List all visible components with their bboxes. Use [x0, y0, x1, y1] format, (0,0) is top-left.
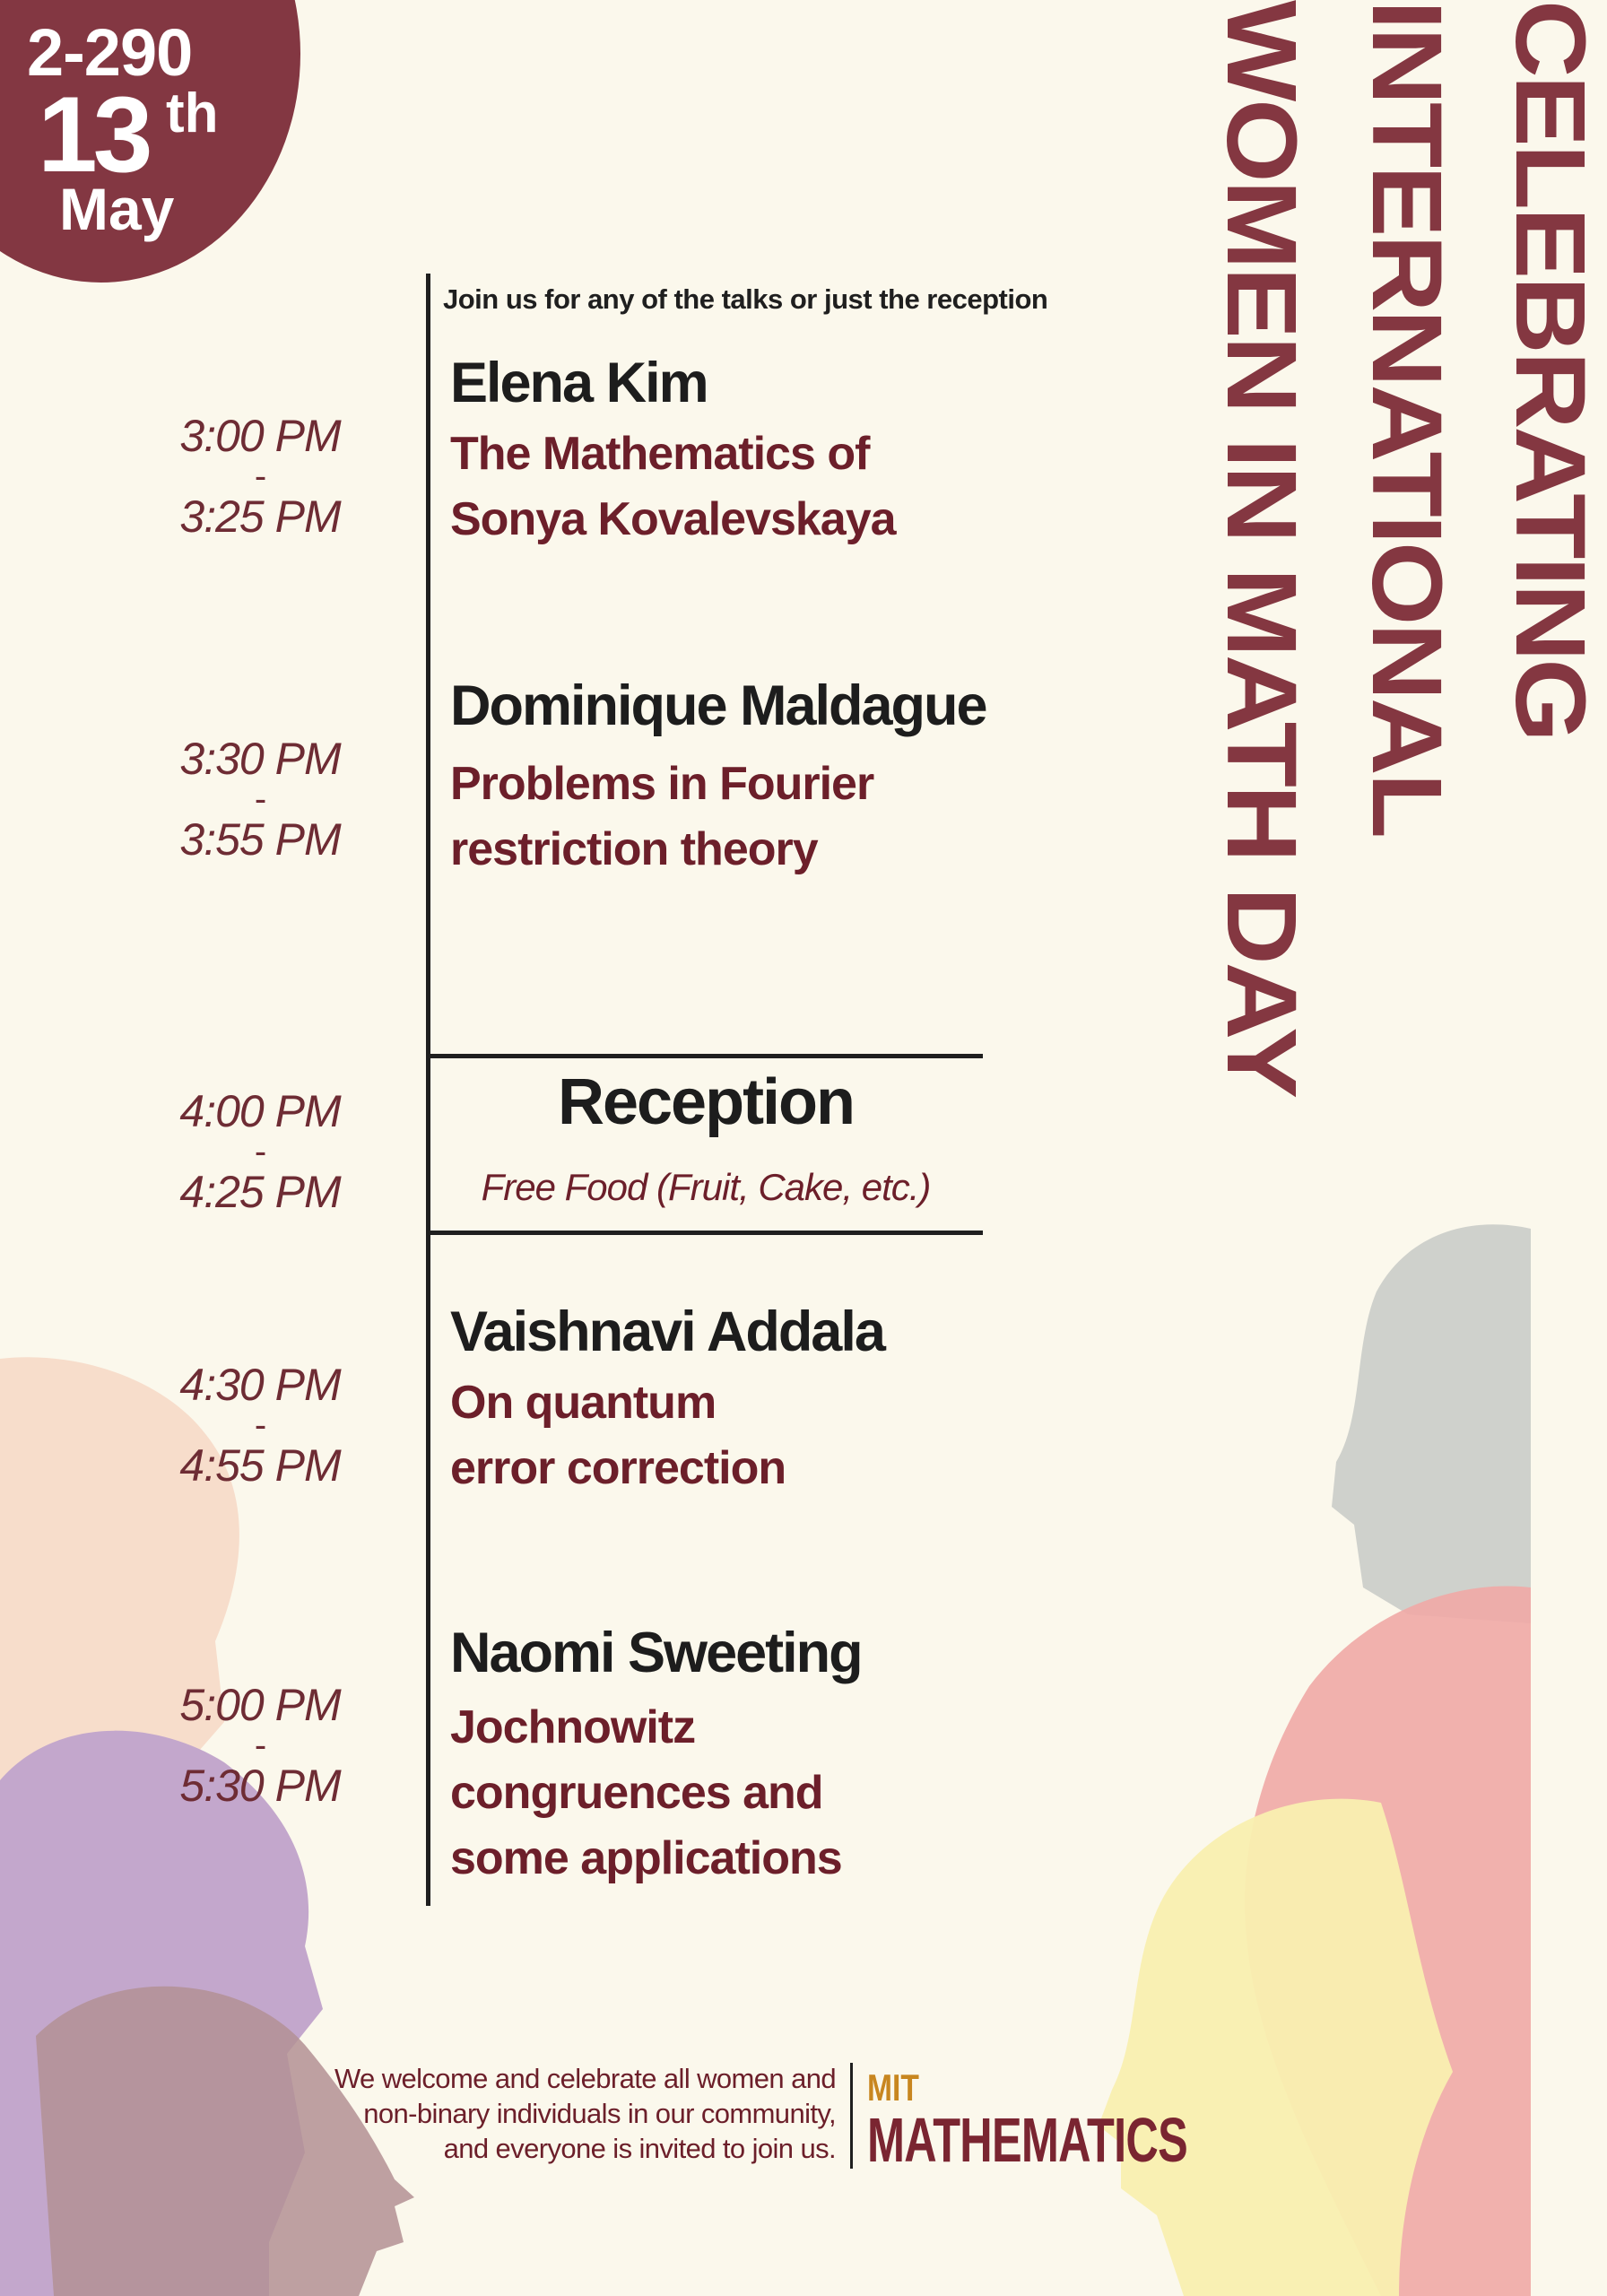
talk-2-title [450, 752, 1096, 883]
event-month: May [59, 176, 175, 242]
time-dash: - [254, 1132, 266, 1171]
talk-3-start: 4:30 PM [179, 1360, 341, 1410]
talk-1-speaker: Elena Kim [450, 352, 708, 414]
talk-4-title-line-2: congruences and [450, 1767, 823, 1819]
talk-1-title [450, 422, 1096, 552]
inclusion-line-3: and everyone is invited to join us. [443, 2133, 836, 2164]
talk-3-title [450, 1370, 1096, 1501]
time-dash: - [254, 1405, 266, 1445]
talk-1-time [117, 413, 404, 540]
talk-3-speaker: Vaishnavi Addala [450, 1300, 884, 1363]
inclusion-statement [269, 2061, 836, 2166]
talk-1-end: 3:25 PM [179, 491, 341, 542]
talk-2-end: 3:55 PM [179, 814, 341, 865]
talk-4-start: 5:00 PM [179, 1680, 341, 1730]
mathematics-logo-text: MATHEMATICS [867, 2105, 1187, 2175]
talk-2-start: 3:30 PM [179, 734, 341, 784]
talk-3-time [117, 1361, 404, 1489]
talk-1-title-line-1: The Mathematics of [450, 428, 870, 480]
room-number: 2-290 [27, 15, 193, 90]
talk-3-title-line-1: On quantum [450, 1377, 717, 1429]
reception-divider-top [429, 1054, 983, 1058]
talk-4-speaker: Naomi Sweeting [450, 1622, 862, 1684]
talk-4-time [117, 1682, 404, 1809]
inclusion-line-1: We welcome and celebrate all women and [334, 2063, 836, 2094]
talk-2-speaker: Dominique Maldague [450, 674, 986, 737]
talk-4-title-line-3: some applications [450, 1832, 842, 1884]
inclusion-line-2: non-binary individuals in our community, [363, 2098, 836, 2129]
reception-title: Reception [557, 1066, 855, 1138]
reception-end: 4:25 PM [179, 1167, 341, 1217]
talk-2-time [117, 735, 404, 863]
talk-3-title-line-2: error correction [450, 1442, 786, 1494]
event-day: 13 [38, 74, 149, 195]
reception-time [117, 1088, 404, 1215]
time-dash: - [254, 457, 266, 496]
reception-start: 4:00 PM [179, 1086, 341, 1136]
talk-1-title-line-2: Sonya Kovalevskaya [450, 493, 896, 545]
time-dash: - [254, 1726, 266, 1765]
mit-logo-text: MIT [867, 2066, 919, 2109]
talk-1-start: 3:00 PM [179, 411, 341, 461]
footer-divider [850, 2063, 853, 2169]
talk-4-title [450, 1695, 1096, 1892]
talk-4-end: 5:30 PM [179, 1761, 341, 1811]
title-line-2: INTERNATIONAL [1351, 0, 1463, 837]
intro-text: Join us for any of the talks or just the reception [443, 283, 1048, 315]
reception-note: Free Food (Fruit, Cake, etc.) [481, 1166, 931, 1208]
talk-3-end: 4:55 PM [179, 1440, 341, 1491]
event-day-suffix: th [166, 83, 219, 144]
reception-divider-bottom [429, 1231, 983, 1235]
talk-2-title-line-2: restriction theory [450, 823, 818, 875]
title-line-3: WOMEN IN MATH DAY [1205, 0, 1317, 1097]
time-dash: - [254, 779, 266, 819]
talk-2-title-line-1: Problems in Fourier [450, 758, 874, 810]
yellow-silhouette [1099, 1799, 1453, 2296]
title-line-1: CELEBRATING [1494, 0, 1606, 740]
talk-4-title-line-1: Jochnowitz [450, 1701, 696, 1753]
